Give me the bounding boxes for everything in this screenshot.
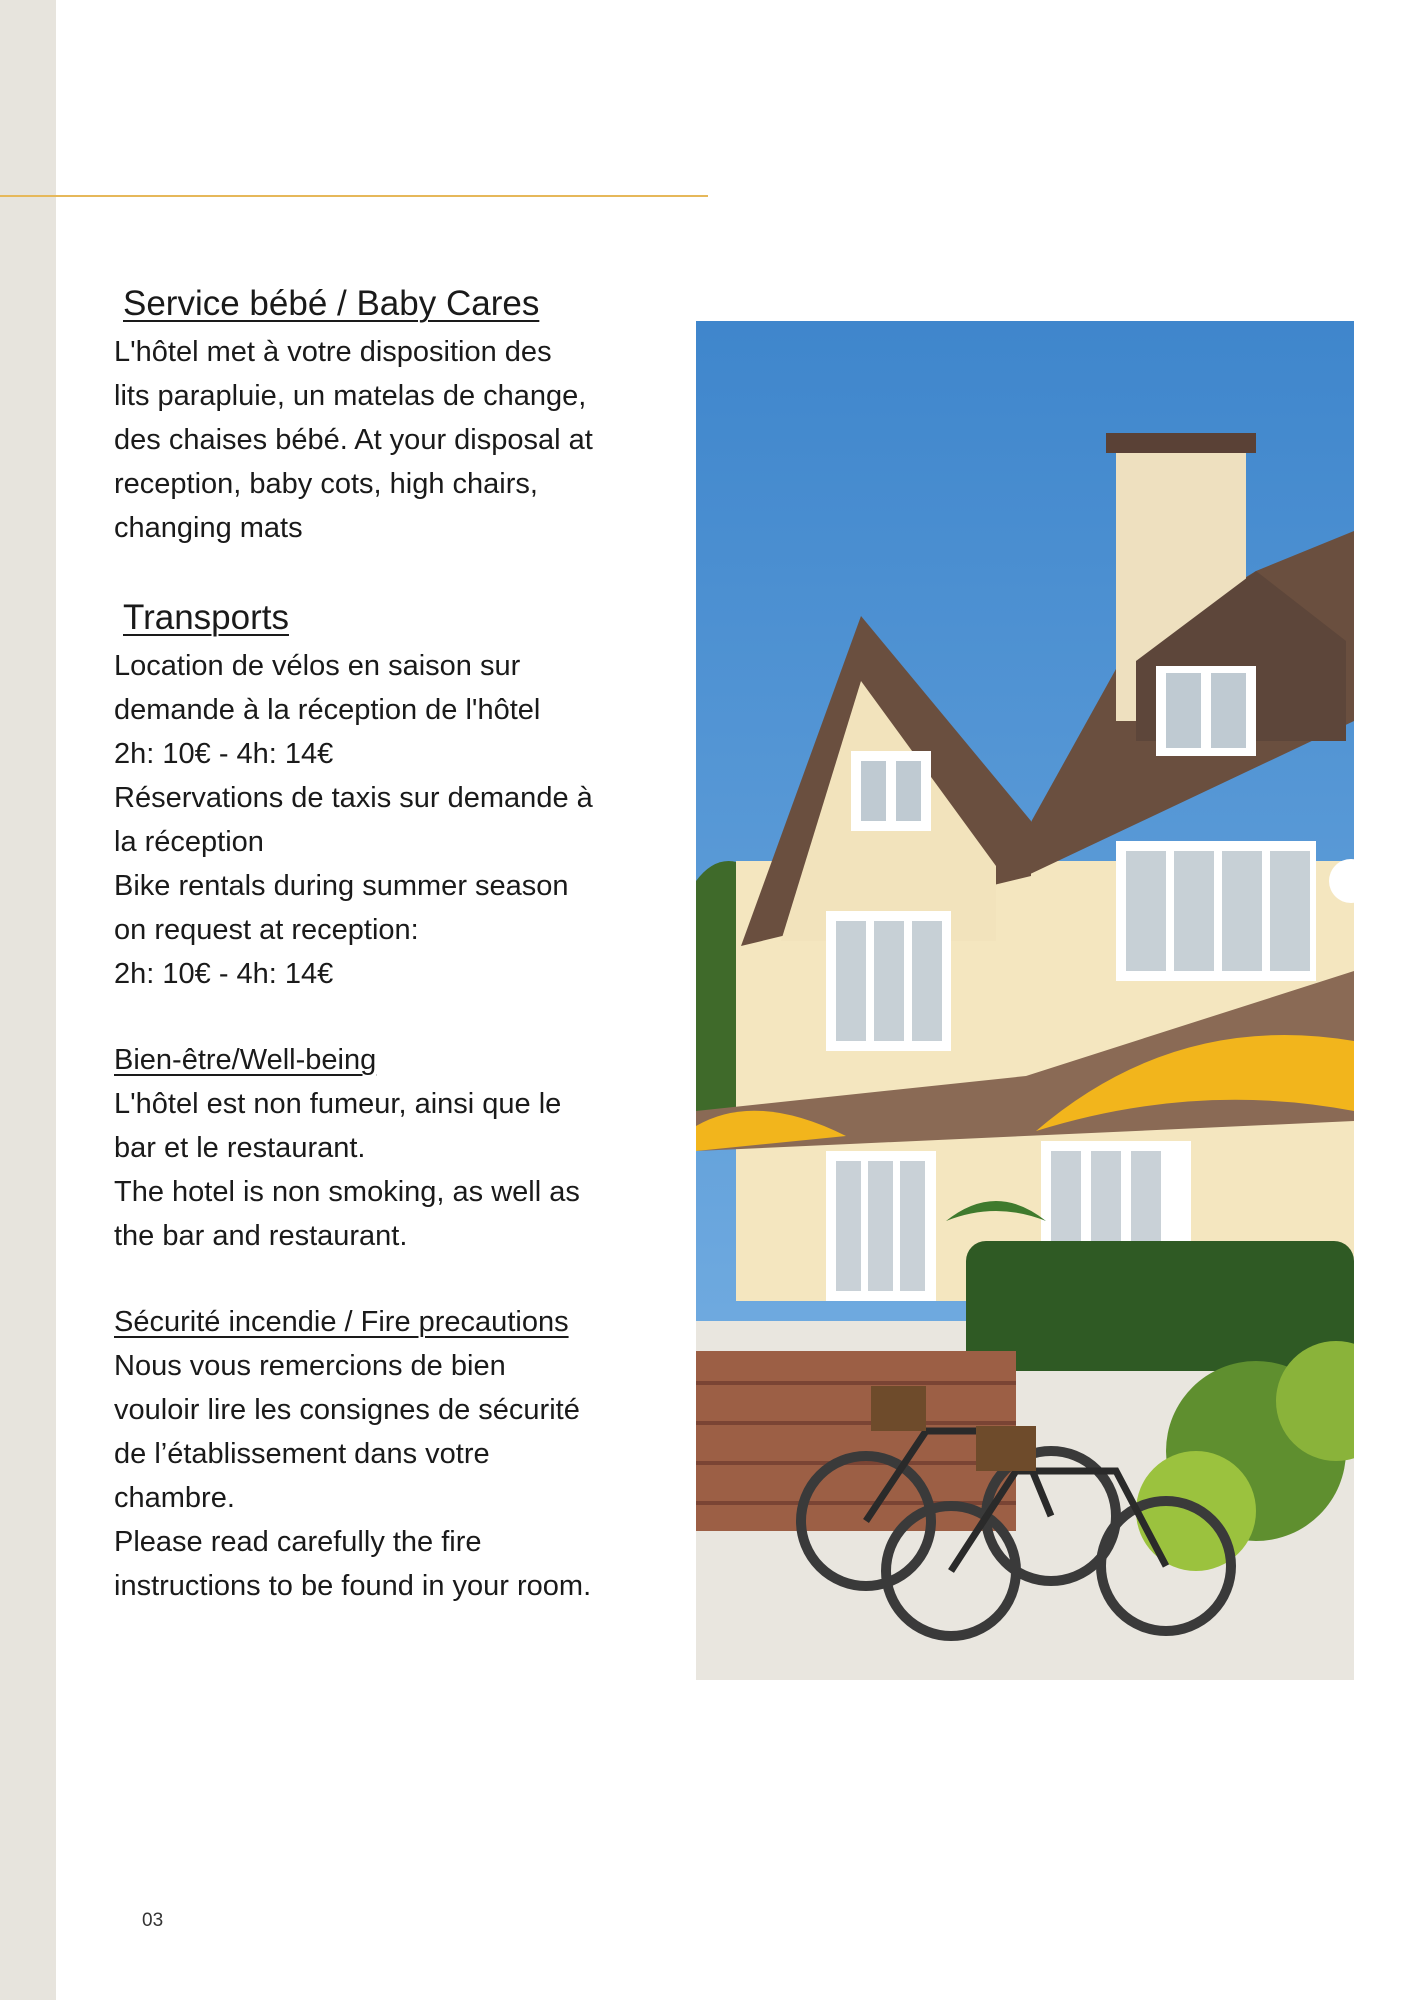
body-line: L'hôtel est non fumeur, ainsi que le [114,1088,562,1120]
body-line: reception, baby cots, high chairs, [114,468,538,500]
body-line: vouloir lire les consignes de sécurité [114,1394,580,1426]
body-line: changing mats [114,512,303,544]
section-transports [114,592,674,996]
body-line: on request at reception: [114,914,419,946]
body-line: Réservations de taxis sur demande à [114,782,593,814]
body-line: The hotel is non smoking, as well as [114,1176,580,1208]
body-line: Bike rentals during summer season [114,870,569,902]
body-line: lits parapluie, un matelas de change, [114,380,587,412]
content-column [114,278,674,1650]
body-line: chambre. [114,1482,235,1514]
body-line: instructions to be found in your room. [114,1570,592,1602]
section-fire-precautions [114,1300,674,1608]
body-line: bar et le restaurant. [114,1132,366,1164]
section-title-well-being: Bien-être/Well-being [114,1044,377,1076]
body-line: Nous vous remercions de bien [114,1350,506,1382]
section-baby-cares [114,278,674,550]
page-number: 03 [142,1910,164,1931]
left-margin-band [0,0,56,2000]
body-line: 2h: 10€ - 4h: 14€ [114,738,334,770]
body-line: demande à la réception de l'hôtel [114,694,541,726]
section-title-transports: Transports [123,598,289,637]
body-line: Please read carefully the fire [114,1526,482,1558]
body-line: de l’établissement dans votre [114,1438,490,1470]
section-title-fire-precautions: Sécurité incendie / Fire precautions [114,1306,569,1338]
section-well-being [114,1038,674,1258]
body-line: Location de vélos en saison sur [114,650,521,682]
body-line: the bar and restaurant. [114,1220,408,1252]
body-line: L'hôtel met à votre disposition des [114,336,552,368]
header-divider [0,195,708,197]
body-line: des chaises bébé. At your disposal at [114,424,593,456]
hotel-photo [696,321,1354,1680]
body-line: 2h: 10€ - 4h: 14€ [114,958,334,990]
section-title-baby-cares: Service bébé / Baby Cares [123,284,540,323]
body-line: la réception [114,826,264,858]
